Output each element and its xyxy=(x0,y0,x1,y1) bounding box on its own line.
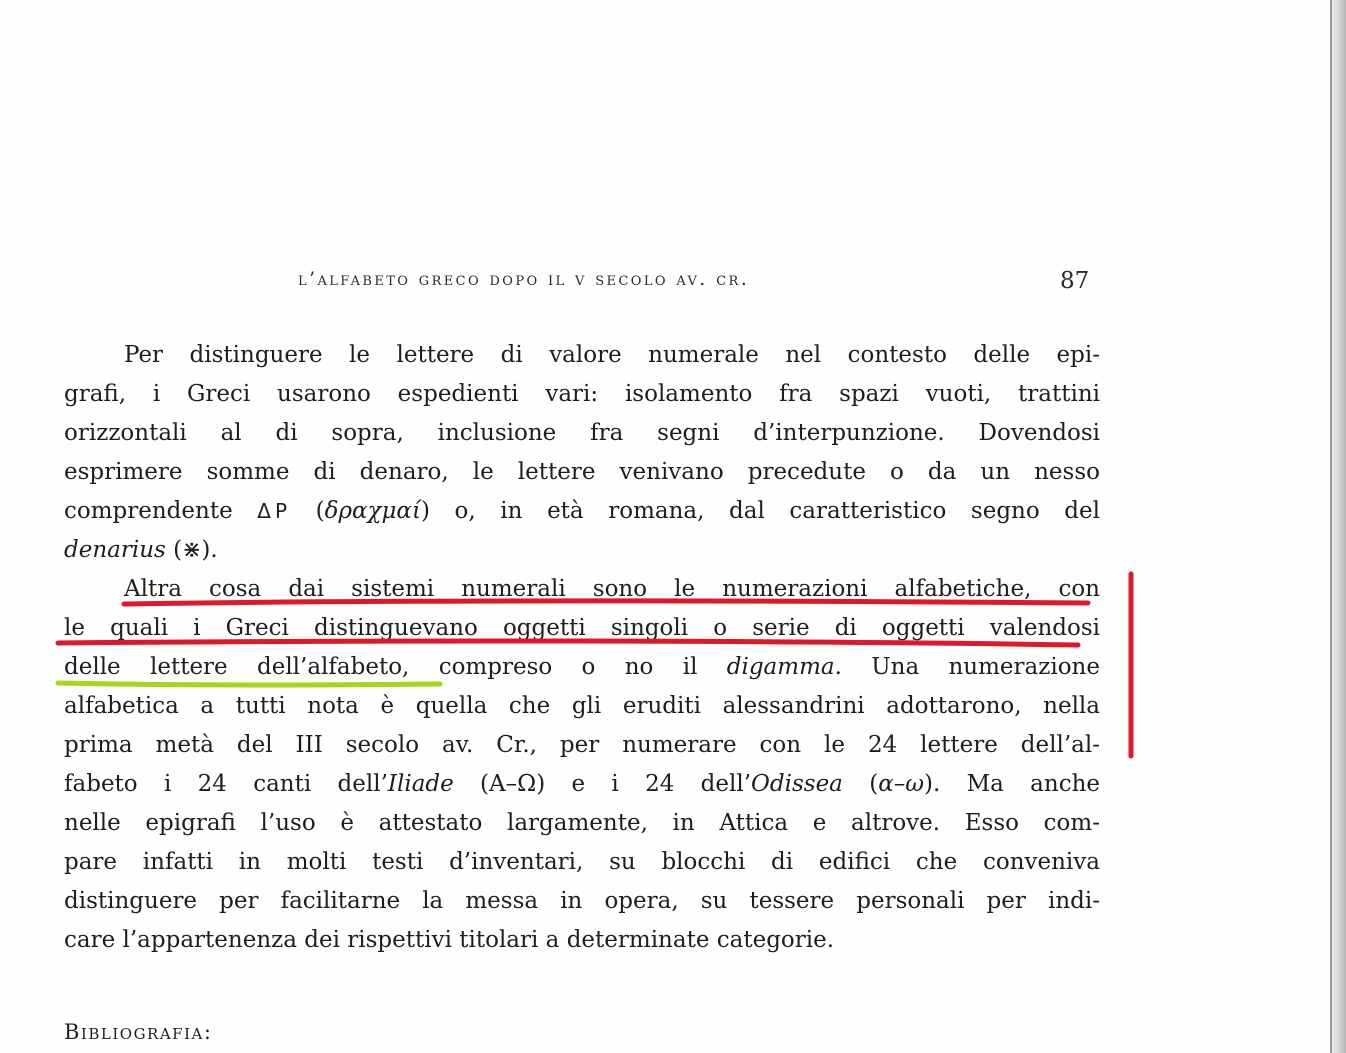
italic-title: Odissea xyxy=(751,771,843,797)
text-segment: comprendente xyxy=(64,498,258,524)
paragraph2-line3 xyxy=(64,652,1100,682)
paragraph1-line2: grafi, i Greci usarono espedienti vari: isolamento fra spazi vuoti, trattini xyxy=(64,381,1100,407)
text-segment: ) o, in età romana, dal caratteristico segno del xyxy=(420,498,1100,524)
paragraph2-line1: Altra cosa dai sistemi numerali sono le numerazioni alfabetiche, con xyxy=(124,576,1100,602)
text-segment: ( xyxy=(291,498,325,524)
text-segment: . Una numerazione xyxy=(834,654,1100,680)
text-segment: (⋇). xyxy=(165,537,218,563)
text-segment: ). Ma anche xyxy=(924,771,1100,797)
text-segment: delle lettere dell’alfabeto, compreso o no il xyxy=(64,654,727,680)
page-edge-shadow xyxy=(1330,0,1346,1053)
italic-term: denarius xyxy=(64,537,166,563)
bibliography-heading: Bibliografia: xyxy=(64,1020,213,1044)
paragraph2-line6 xyxy=(64,769,1100,799)
paragraph2-line5: prima metà del III secolo av. Cr., per numerare con le 24 lettere dell’al- xyxy=(64,732,1100,758)
paragraph2-line9: distinguere per facilitarne la messa in opera, su tessere personali per indi- xyxy=(64,888,1100,914)
paragraph1-line1: Per distinguere le lettere di valore numerale nel contesto delle epi- xyxy=(124,342,1100,368)
paragraph2-line2: le quali i Greci distinguevano oggetti singoli o serie di oggetti valendosi xyxy=(64,615,1100,641)
page-number: 87 xyxy=(1060,268,1090,294)
paragraph1-line4: esprimere somme di denaro, le lettere venivano precedute o da un nesso xyxy=(64,459,1100,485)
paragraph1-line5 xyxy=(64,496,1100,526)
page-edge-line xyxy=(1330,0,1332,1053)
italic-term: digamma xyxy=(726,654,835,680)
greek-letters: α–ω xyxy=(878,771,924,797)
italic-title: Iliade xyxy=(387,771,454,797)
text-segment: fabeto i 24 canti dell’ xyxy=(64,771,388,797)
paragraph2-line4: alfabetica a tutti nota è quella che gli eruditi alessandrini adottarono, nella xyxy=(64,693,1100,719)
green-underline xyxy=(58,683,440,685)
paragraph1-line6 xyxy=(64,535,1100,565)
paragraph2-line7: nelle epigrafi l’uso è attestato largamente, in Attica e altrove. Esso com- xyxy=(64,810,1100,836)
paragraph2-line8: pare infatti in molti testi d’inventari, su blocchi di edifici che conveniva xyxy=(64,849,1100,875)
text-segment: (Α–Ω) e i 24 dell’ xyxy=(453,771,752,797)
running-title: l’alfabeto greco dopo il v secolo av. cr. xyxy=(298,268,750,290)
greek-word: δραχμαί xyxy=(324,498,421,524)
text-segment: ( xyxy=(842,771,879,797)
drachma-symbol: ΔΡ xyxy=(257,499,292,523)
paragraph2-line10: care l’appartenenza dei rispettivi titolari a determinate categorie. xyxy=(64,927,835,953)
paragraph1-line3: orizzontali al di sopra, inclusione fra segni d’interpunzione. Dovendosi xyxy=(64,420,1100,446)
